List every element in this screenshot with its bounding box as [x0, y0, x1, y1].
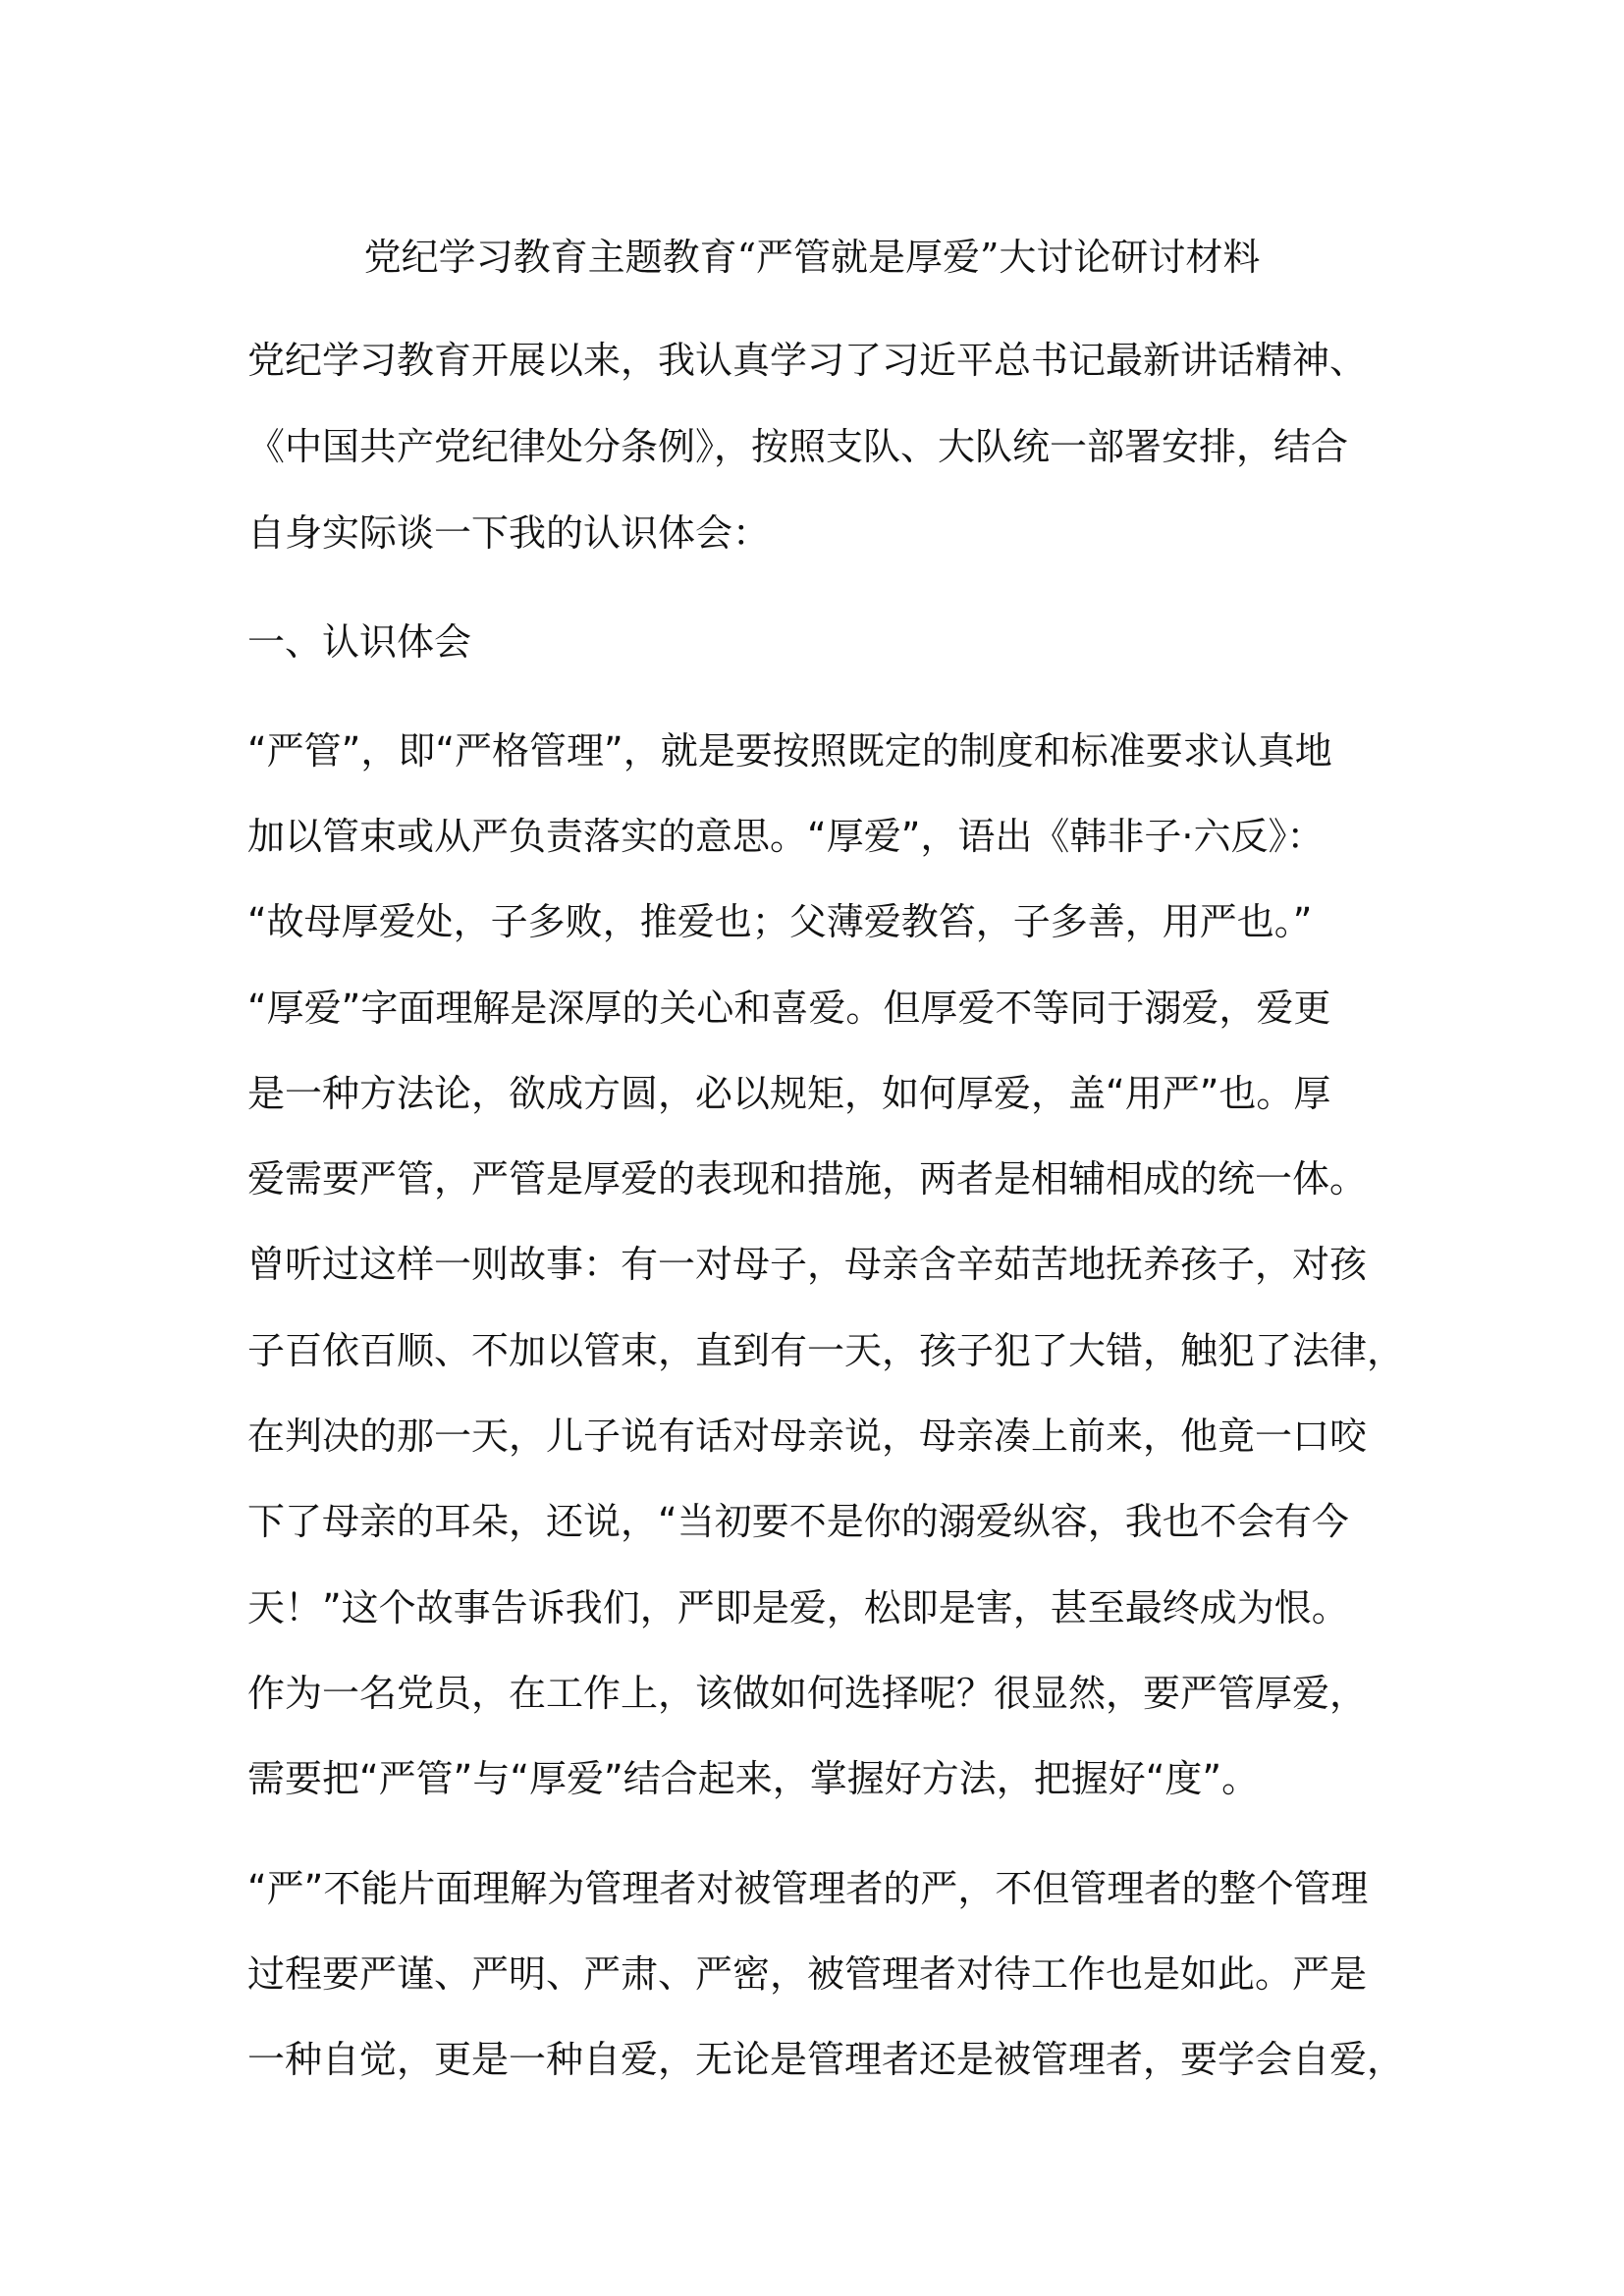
- paragraph-strict-line-2: 过程要严谨、严明、严肃、严密，被管理者对待工作也是如此。严是: [247, 1952, 1368, 1996]
- document-title: 党纪学习教育主题教育“严管就是厚爱”大讨论研讨材料: [363, 236, 1261, 279]
- paragraph-body-line-4: “厚爱”字面理解是深厚的关心和喜爱。但厚爱不等同于溺爱，爱更: [247, 987, 1331, 1030]
- paragraph-body-line-12: 作为一名党员，在工作上，该做如何选择呢？很显然，要严管厚爱，: [247, 1672, 1368, 1715]
- paragraph-body-line-9: 在判决的那一天，儿子说有话对母亲说，母亲凑上前来，他竟一口咬: [247, 1415, 1368, 1458]
- paragraph-body-line-10: 下了母亲的耳朵，还说，“当初要不是你的溺爱纵容，我也不会有今: [247, 1500, 1349, 1543]
- paragraph-body-line-5: 是一种方法论，欲成方圆，必以规矩，如何厚爱，盖“用严”也。厚: [247, 1072, 1331, 1115]
- section-heading: 一、认识体会: [247, 620, 472, 664]
- paragraph-body-line-3: “故母厚爱处，子多败，推爱也；父薄爱教笞，子多善，用严也。”: [247, 900, 1313, 943]
- paragraph-strict-line-1: “严”不能片面理解为管理者对被管理者的严，不但管理者的整个管理: [247, 1867, 1369, 1910]
- paragraph-body-line-6: 爱需要严管，严管是厚爱的表现和措施，两者是相辅相成的统一体。: [247, 1157, 1368, 1201]
- paragraph-body-line-1: “严管”，即“严格管理”，就是要按照既定的制度和标准要求认真地: [247, 729, 1332, 773]
- paragraph-intro-line-2: 《中国共产党纪律处分条例》，按照支队、大队统一部署安排，结合: [247, 425, 1349, 468]
- paragraph-body-line-7: 曾听过这样一则故事：有一对母子，母亲含辛茹苦地抚养孩子，对孩: [247, 1243, 1368, 1286]
- paragraph-body-line-11: 天！”这个故事告诉我们，严即是爱，松即是害，甚至最终成为恨。: [247, 1586, 1349, 1629]
- paragraph-body-line-2: 加以管束或从严负责落实的意思。“厚爱”，语出《韩非子·六反》：: [247, 815, 1325, 858]
- paragraph-strict-line-3: 一种自觉，更是一种自爱，无论是管理者还是被管理者，要学会自爱，: [247, 2038, 1405, 2081]
- paragraph-body-line-8: 子百依百顺、不加以管束，直到有一天，孩子犯了大错，触犯了法律，: [247, 1329, 1405, 1372]
- paragraph-intro-line-1: 党纪学习教育开展以来，我认真学习了习近平总书记最新讲话精神、: [247, 339, 1368, 382]
- paragraph-intro-line-3: 自身实际谈一下我的认识体会：: [247, 511, 771, 555]
- paragraph-body-line-13: 需要把“严管”与“厚爱”结合起来，掌握好方法，把握好“度”。: [247, 1757, 1260, 1800]
